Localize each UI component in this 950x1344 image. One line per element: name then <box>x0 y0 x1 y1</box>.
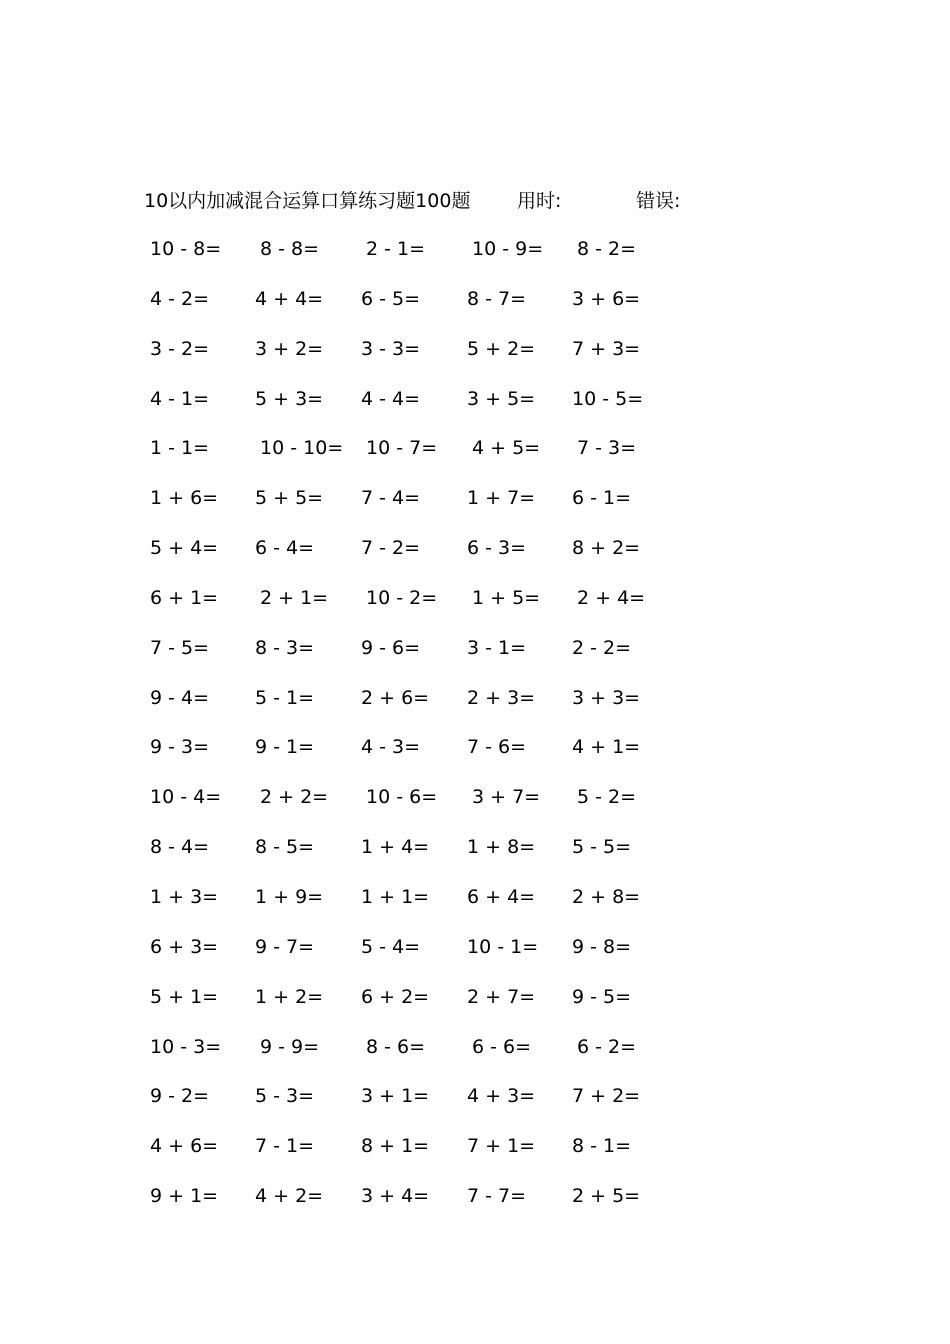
problem-item: 10 - 1= <box>467 935 539 958</box>
problem-item: 7 + 3= <box>572 337 641 360</box>
problem-item: 3 + 3= <box>572 686 641 709</box>
problem-item: 6 - 6= <box>472 1035 532 1058</box>
problem-item: 7 - 2= <box>361 537 421 560</box>
problem-item: 5 - 2= <box>577 786 637 809</box>
problem-item: 2 + 3= <box>467 686 536 709</box>
problem-item: 7 + 1= <box>467 1135 536 1158</box>
problem-item: 2 + 4= <box>577 586 646 609</box>
problem-row <box>0 1032 950 1082</box>
problem-item: 2 + 5= <box>572 1185 641 1208</box>
problem-row <box>0 683 950 733</box>
worksheet-header <box>144 186 744 216</box>
problem-item: 9 - 6= <box>361 636 421 659</box>
problem-row <box>0 583 950 633</box>
problem-item: 4 + 5= <box>472 437 541 460</box>
problem-item: 5 + 4= <box>150 537 219 560</box>
problem-item: 6 + 1= <box>150 586 219 609</box>
problem-item: 8 - 6= <box>366 1035 426 1058</box>
problem-item: 7 + 2= <box>572 1085 641 1108</box>
problem-row <box>0 932 950 982</box>
time-label: 用时: <box>517 190 562 212</box>
problem-row <box>0 483 950 533</box>
problem-item: 3 + 7= <box>472 786 541 809</box>
problem-item: 1 + 1= <box>361 885 430 908</box>
problem-item: 6 - 2= <box>577 1035 637 1058</box>
problem-item: 8 - 1= <box>572 1135 632 1158</box>
problem-item: 10 - 7= <box>366 437 438 460</box>
problem-item: 5 + 1= <box>150 985 219 1008</box>
problem-row <box>0 284 950 334</box>
problem-item: 6 - 4= <box>255 537 315 560</box>
problem-item: 4 + 2= <box>255 1185 324 1208</box>
problem-row <box>0 1131 950 1181</box>
problem-item: 1 + 9= <box>255 885 324 908</box>
problem-item: 6 + 3= <box>150 935 219 958</box>
problem-item: 2 + 8= <box>572 885 641 908</box>
problem-item: 7 - 6= <box>467 736 527 759</box>
problem-item: 8 - 5= <box>255 836 315 859</box>
problem-item: 5 - 4= <box>361 935 421 958</box>
problem-row <box>0 782 950 832</box>
errors-label: 错误: <box>636 190 681 212</box>
worksheet-title: 10以内加减混合运算口算练习题100题 <box>144 190 471 212</box>
problem-item: 8 - 3= <box>255 636 315 659</box>
problem-item: 10 - 6= <box>366 786 438 809</box>
problem-item: 1 + 6= <box>150 487 219 510</box>
problem-item: 1 + 2= <box>255 985 324 1008</box>
problem-item: 3 + 1= <box>361 1085 430 1108</box>
problem-item: 8 - 4= <box>150 836 210 859</box>
problem-item: 6 - 1= <box>572 487 632 510</box>
problem-item: 4 - 3= <box>361 736 421 759</box>
problem-item: 8 - 2= <box>577 238 637 260</box>
problem-item: 7 - 5= <box>150 636 210 659</box>
problem-item: 6 + 2= <box>361 985 430 1008</box>
problem-row <box>0 533 950 583</box>
problem-item: 7 - 4= <box>361 487 421 510</box>
problem-item: 10 - 8= <box>150 238 222 260</box>
problem-item: 5 + 3= <box>255 387 324 410</box>
problem-row <box>0 882 950 932</box>
problem-item: 3 - 2= <box>150 337 210 360</box>
problem-row <box>0 1181 950 1231</box>
problem-item: 5 - 1= <box>255 686 315 709</box>
problem-item: 2 - 1= <box>366 238 426 260</box>
problem-item: 4 - 2= <box>150 287 210 310</box>
problem-item: 8 - 8= <box>260 238 320 260</box>
problem-item: 3 + 4= <box>361 1185 430 1208</box>
problem-item: 9 + 1= <box>150 1185 219 1208</box>
problem-item: 4 + 3= <box>467 1085 536 1108</box>
problem-item: 4 - 4= <box>361 387 421 410</box>
problem-item: 3 - 1= <box>467 636 527 659</box>
problem-item: 9 - 1= <box>255 736 315 759</box>
problem-item: 9 - 2= <box>150 1085 210 1108</box>
problem-row <box>0 334 950 384</box>
problem-item: 7 - 3= <box>577 437 637 460</box>
problem-item: 5 - 5= <box>572 836 632 859</box>
problem-item: 3 - 3= <box>361 337 421 360</box>
problem-item: 8 + 1= <box>361 1135 430 1158</box>
problem-item: 7 - 1= <box>255 1135 315 1158</box>
problem-row <box>0 982 950 1032</box>
problem-item: 9 - 9= <box>260 1035 320 1058</box>
problem-row <box>0 433 950 483</box>
problem-row <box>0 1081 950 1131</box>
problem-item: 10 - 10= <box>260 437 344 460</box>
problem-item: 6 - 5= <box>361 287 421 310</box>
problem-item: 9 - 4= <box>150 686 210 709</box>
problem-item: 10 - 2= <box>366 586 438 609</box>
problem-item: 10 - 4= <box>150 786 222 809</box>
problem-item: 1 + 4= <box>361 836 430 859</box>
problem-item: 9 - 3= <box>150 736 210 759</box>
problem-item: 10 - 9= <box>472 238 544 260</box>
problem-row <box>0 384 950 434</box>
problem-item: 1 - 1= <box>150 437 210 460</box>
problem-item: 3 + 2= <box>255 337 324 360</box>
problem-item: 7 - 7= <box>467 1185 527 1208</box>
problem-row <box>0 234 950 284</box>
problem-item: 2 + 2= <box>260 786 329 809</box>
problem-item: 4 + 6= <box>150 1135 219 1158</box>
problem-item: 3 + 5= <box>467 387 536 410</box>
problem-item: 6 - 3= <box>467 537 527 560</box>
problem-item: 2 + 1= <box>260 586 329 609</box>
problem-item: 2 + 6= <box>361 686 430 709</box>
problem-item: 5 + 2= <box>467 337 536 360</box>
problem-item: 1 + 3= <box>150 885 219 908</box>
problem-item: 9 - 7= <box>255 935 315 958</box>
problem-item: 5 - 3= <box>255 1085 315 1108</box>
problem-item: 6 + 4= <box>467 885 536 908</box>
problem-item: 9 - 8= <box>572 935 632 958</box>
problem-item: 2 + 7= <box>467 985 536 1008</box>
problem-row <box>0 633 950 683</box>
problem-item: 2 - 2= <box>572 636 632 659</box>
problem-item: 10 - 5= <box>572 387 644 410</box>
problem-item: 3 + 6= <box>572 287 641 310</box>
problem-item: 4 + 1= <box>572 736 641 759</box>
problem-item: 5 + 5= <box>255 487 324 510</box>
problem-item: 10 - 3= <box>150 1035 222 1058</box>
problem-row <box>0 732 950 782</box>
problem-row <box>0 832 950 882</box>
problem-item: 1 + 5= <box>472 586 541 609</box>
problem-item: 8 - 7= <box>467 287 527 310</box>
problem-item: 4 + 4= <box>255 287 324 310</box>
problem-item: 4 - 1= <box>150 387 210 410</box>
problem-item: 1 + 8= <box>467 836 536 859</box>
problem-grid <box>0 234 950 1231</box>
problem-item: 8 + 2= <box>572 537 641 560</box>
problem-item: 9 - 5= <box>572 985 632 1008</box>
problem-item: 1 + 7= <box>467 487 536 510</box>
